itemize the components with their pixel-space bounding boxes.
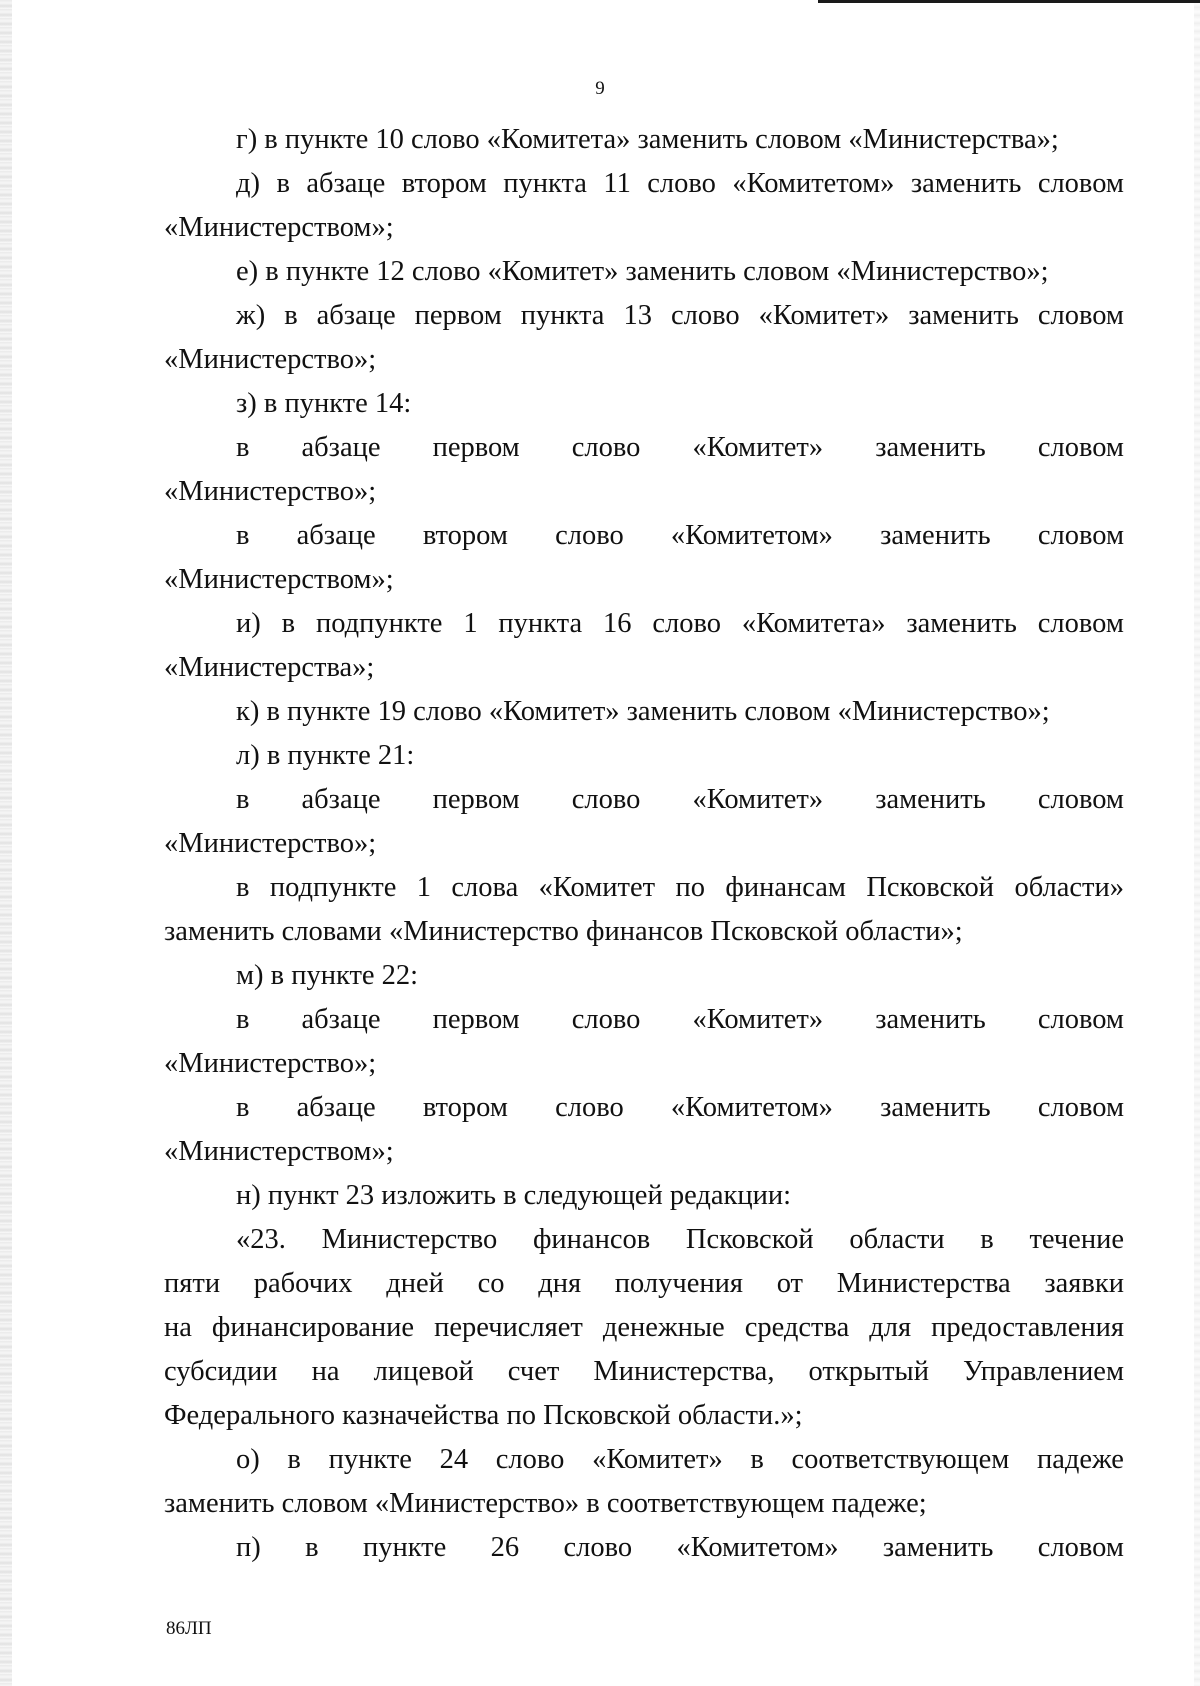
text-word: 24: [439, 1444, 469, 1475]
text-word: области»: [1014, 872, 1124, 903]
text-word: абзаце: [301, 1004, 381, 1035]
text-word: слово: [670, 300, 740, 331]
top-rule: [818, 0, 1200, 3]
text-line: [164, 1086, 1124, 1130]
text-word: пункта: [520, 300, 605, 331]
text-word: абзаце: [316, 300, 396, 331]
scan-edge-left: [0, 0, 12, 1686]
text-line: з) в пункте 14:: [236, 388, 412, 419]
text-line: Федерального казначейства по Псковской области.»;: [164, 1400, 803, 1431]
text-word: заменить: [875, 432, 986, 463]
text-word: втором: [401, 168, 487, 199]
text-word: пункта: [498, 608, 583, 639]
text-word: словом: [1037, 520, 1124, 551]
text-line: [164, 1526, 1124, 1570]
text-word: подпункте: [269, 872, 397, 903]
text-word: денежные: [602, 1312, 725, 1343]
text-word: словом: [1037, 432, 1124, 463]
text-word: соответствующем: [791, 1444, 1010, 1475]
text-word: заменить: [880, 520, 991, 551]
text-word: заменить: [880, 1092, 991, 1123]
text-word: первом: [432, 1004, 520, 1035]
text-word: словом: [1037, 300, 1124, 331]
text-word: 26: [490, 1532, 520, 1563]
text-word: финансам: [725, 872, 846, 903]
text-word: открытый: [808, 1356, 929, 1387]
text-line: «Министерства»;: [164, 652, 375, 683]
text-word: «Комитетом»: [676, 1532, 839, 1563]
text-line: [164, 514, 1124, 558]
text-word: «Комитет»: [692, 1004, 824, 1035]
text-word: слово: [571, 784, 641, 815]
text-word: абзаце: [301, 432, 381, 463]
text-word: «Комитета»: [741, 608, 886, 639]
text-word: абзаце: [296, 1092, 376, 1123]
text-word: финансов: [532, 1224, 651, 1255]
text-word: словом: [1037, 1532, 1124, 1563]
text-word: заменить: [910, 168, 1022, 199]
text-word: «Комитетом»: [670, 1092, 833, 1123]
text-line: [164, 1438, 1124, 1482]
text-word: «Комитетом»: [732, 168, 895, 199]
text-word: Министерства: [836, 1268, 1011, 1299]
text-word: первом: [432, 432, 520, 463]
text-word: «Комитет»: [758, 300, 890, 331]
text-word: слово: [563, 1532, 633, 1563]
text-word: словом: [1037, 1092, 1124, 1123]
text-word: первом: [414, 300, 502, 331]
text-word: рабочих: [253, 1268, 353, 1299]
text-word: абзаце: [306, 168, 386, 199]
text-word: «Комитет: [538, 872, 656, 903]
text-word: «Комитетом»: [670, 520, 833, 551]
text-word: области: [849, 1224, 945, 1255]
text-word: падеже: [1036, 1444, 1124, 1475]
text-word: в: [276, 168, 290, 199]
text-word: субсидии: [164, 1356, 278, 1387]
document-body: [164, 118, 1124, 1570]
text-word: ж): [236, 300, 266, 331]
text-line: н) пункт 23 изложить в следующей редакции:: [236, 1180, 792, 1211]
text-line: [164, 1218, 1124, 1262]
text-word: течение: [1029, 1224, 1124, 1255]
text-word: слово: [555, 520, 624, 551]
text-word: Министерство: [321, 1224, 498, 1255]
text-word: 13: [623, 300, 652, 331]
text-word: словом: [1037, 1004, 1124, 1035]
text-word: слова: [451, 872, 519, 903]
text-word: «Комитет»: [692, 432, 824, 463]
text-word: в: [284, 300, 298, 331]
text-word: в: [236, 1092, 250, 1123]
text-word: подпункте: [315, 608, 443, 639]
text-word: в: [236, 784, 250, 815]
text-word: и): [236, 608, 261, 639]
text-word: в: [281, 608, 296, 639]
text-line: к) в пункте 19 слово «Комитет» заменить словом «Министерство»;: [236, 696, 1050, 727]
text-word: заменить: [875, 1004, 986, 1035]
text-word: на: [164, 1312, 192, 1343]
text-word: в: [305, 1532, 319, 1563]
text-line: «Министерством»;: [164, 1136, 394, 1167]
text-line: «Министерство»;: [164, 476, 377, 507]
text-word: в: [980, 1224, 994, 1255]
text-line: [164, 294, 1124, 338]
text-line: [164, 1350, 1124, 1394]
text-word: втором: [422, 1092, 508, 1123]
text-word: в: [287, 1444, 301, 1475]
text-word: пяти: [164, 1268, 221, 1299]
text-word: словом: [1037, 168, 1124, 199]
text-word: пункте: [362, 1532, 447, 1563]
text-word: заменить: [875, 784, 986, 815]
text-word: лицевой: [373, 1356, 474, 1387]
text-word: в: [236, 432, 250, 463]
text-word: Управлением: [963, 1356, 1124, 1387]
text-line: «Министерством»;: [164, 564, 394, 595]
text-word: Псковской: [866, 872, 995, 903]
text-line: [164, 162, 1124, 206]
text-word: со: [477, 1268, 505, 1299]
page-number: 9: [595, 78, 605, 99]
text-line: «Министерство»;: [164, 828, 377, 859]
text-word: «Комитет»: [592, 1444, 723, 1475]
text-line: [164, 426, 1124, 470]
text-word: для: [869, 1312, 912, 1343]
text-line: [164, 1306, 1124, 1350]
text-line: г) в пункте 10 слово «Комитета» заменить словом «Министерства»;: [236, 124, 1059, 155]
text-word: дня: [538, 1268, 582, 1299]
text-word: финансирование: [211, 1312, 415, 1343]
text-word: Министерства,: [593, 1356, 775, 1387]
text-word: получения: [614, 1268, 743, 1299]
text-line: «Министерством»;: [164, 212, 394, 243]
text-line: [164, 778, 1124, 822]
text-word: заменить: [882, 1532, 994, 1563]
text-word: абзаце: [301, 784, 381, 815]
text-word: 1: [463, 608, 478, 639]
text-word: слово: [571, 432, 641, 463]
text-word: Псковской: [685, 1224, 814, 1255]
text-word: слово: [571, 1004, 641, 1035]
text-word: д): [236, 168, 260, 199]
text-word: втором: [422, 520, 508, 551]
text-line: [164, 866, 1124, 910]
text-word: пункте: [328, 1444, 412, 1475]
text-line: е) в пункте 12 слово «Комитет» заменить словом «Министерство»;: [236, 256, 1049, 287]
text-word: слово: [555, 1092, 624, 1123]
text-word: «Комитет»: [692, 784, 824, 815]
text-word: счет: [507, 1356, 560, 1387]
text-word: словом: [1037, 608, 1124, 639]
text-word: «23.: [236, 1224, 286, 1255]
text-line: «Министерство»;: [164, 344, 377, 375]
text-word: о): [236, 1444, 260, 1475]
text-line: м) в пункте 22:: [236, 960, 419, 991]
text-word: слово: [652, 608, 721, 639]
text-word: в: [236, 872, 250, 903]
text-line: [164, 602, 1124, 646]
text-line: «Министерство»;: [164, 1048, 377, 1079]
scan-edge-right: [1194, 0, 1200, 1686]
text-word: в: [236, 520, 250, 551]
text-word: слово: [647, 168, 716, 199]
text-word: перечисляет: [434, 1312, 583, 1343]
text-word: абзаце: [296, 520, 376, 551]
text-word: первом: [432, 784, 520, 815]
text-line: [164, 1262, 1124, 1306]
footer-code: 86ЛП: [166, 1618, 212, 1639]
text-word: 11: [603, 168, 631, 199]
text-line: заменить словом «Министерство» в соответствующем падеже;: [164, 1488, 927, 1519]
text-word: 16: [602, 608, 632, 639]
text-word: от: [776, 1268, 804, 1299]
text-word: средства: [744, 1312, 850, 1343]
text-word: предоставления: [931, 1312, 1124, 1343]
text-word: п): [236, 1532, 261, 1563]
text-word: в: [750, 1444, 764, 1475]
text-word: заменить: [908, 300, 1019, 331]
text-line: [164, 998, 1124, 1042]
text-word: пункта: [503, 168, 587, 199]
text-word: дней: [386, 1268, 444, 1299]
text-line: заменить словами «Министерство финансов Псковской области»;: [164, 916, 963, 947]
text-word: словом: [1037, 784, 1124, 815]
text-word: заменить: [906, 608, 1017, 639]
text-word: слово: [495, 1444, 565, 1475]
text-word: 1: [416, 872, 432, 903]
text-word: на: [311, 1356, 340, 1387]
text-word: по: [675, 872, 705, 903]
text-word: в: [236, 1004, 250, 1035]
text-line: л) в пункте 21:: [236, 740, 415, 771]
text-word: заявки: [1044, 1268, 1124, 1299]
